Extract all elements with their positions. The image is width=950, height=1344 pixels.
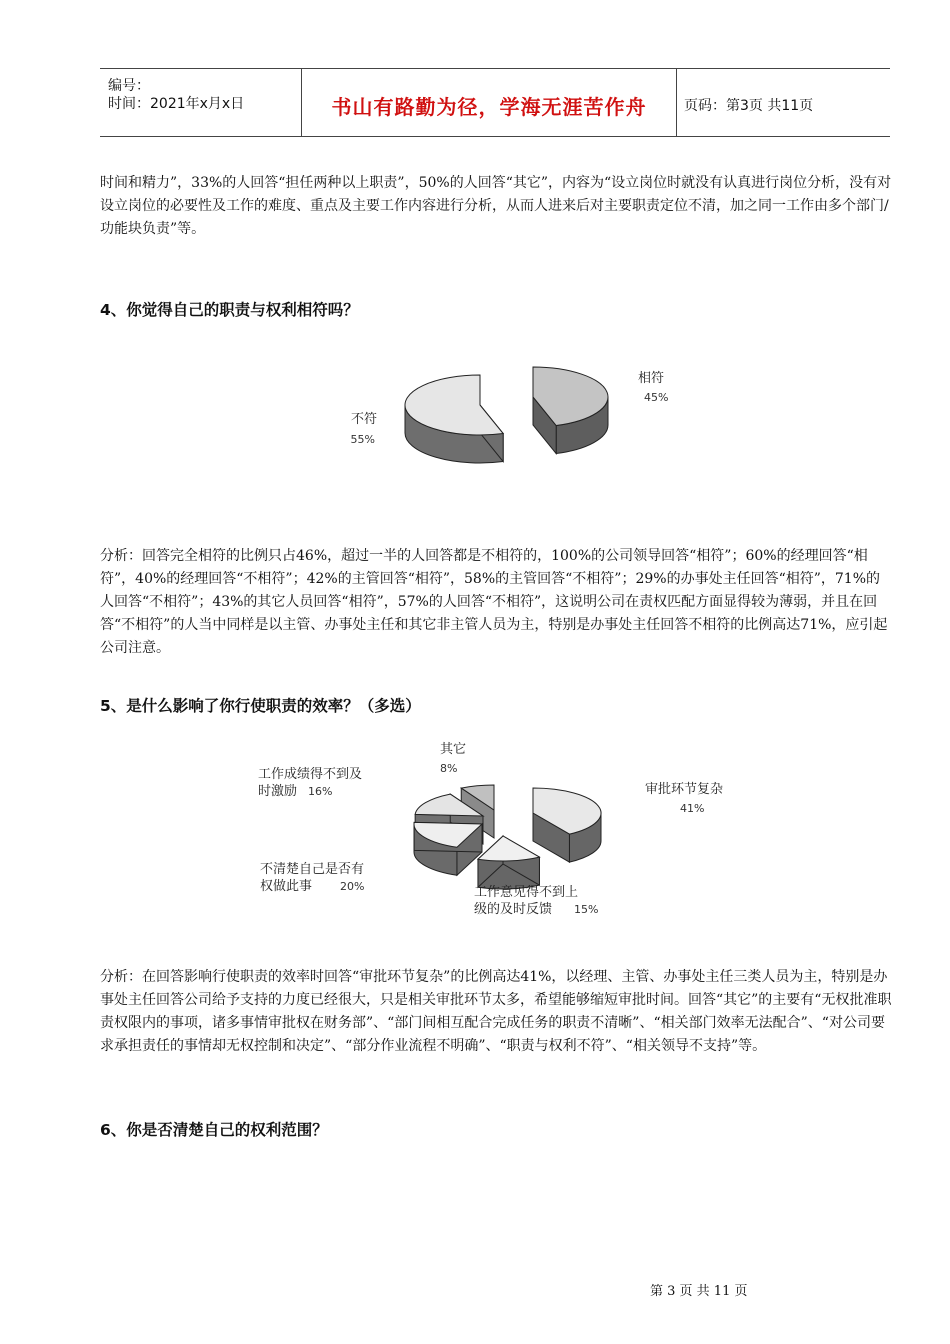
pie-slice-2 [414,822,482,875]
pie-label-0-text: 相符 [638,371,665,386]
pie-label-3-text: 时激励 [258,784,298,799]
time-label: 时间：2021年x月x日 [108,96,245,112]
pie-chart-q4 [330,355,690,465]
pie-label-1 [351,412,377,446]
pie-label-3-text: 工作成绩得不到及 [258,767,363,782]
pie-label-1-value: 55% [350,433,375,446]
pie-label-2 [260,861,364,894]
intro-paragraph: 时间和精力”，33%的人回答“担任两种以上职责”，50%的人回答“其它”，内容为“设立岗位时就没有认真进行岗位分析，没有对设立岗位的必要性及工作的难度、重点及主要工作内容进行分析，从而人进来后对主要职责定位不清，加之同一工作由多个部门/功能块负责”等。 [100,175,892,237]
pie-slice-1 [478,836,539,889]
page-footer: 第 3 页 共 11 页 [650,1284,748,1299]
pie-label-4-value: 8% [440,762,458,775]
page-number-label: 页码：第3页 共11页 [684,98,814,114]
pie-label-3 [258,766,362,799]
pie-label-2-value: 20% [340,880,365,893]
pie-label-1-text: 级的及时反馈 [474,902,553,917]
question-4-analysis: 分析：回答完全相符的比例只占46%，超过一半的人回答都是不相符的，100%的公司领导回答“相符”；60%的经理回答“相符”，40%的经理回答“不相符”；42%的主管回答“相符”，58%的主管回答“不相符”；29%的办事处主任回答“相符”，71%的人回答“不相符”；43%的其它人员回答“相符”，57%的人回答“不相符”，这说明公司在责权匹配方面显得较为薄弱，并且在回答“不相符”的人当中同样是以主管、办事处主任和其它非主管人员为主，特别是办事处主任回答不相符的比例高达71%，应引起公司注意。 [100,548,888,656]
pie-label-2-text: 不清楚自己是否有 [260,862,365,877]
pie-label-0 [638,370,668,404]
pie-label-1-text: 不符 [350,412,377,427]
pie-chart-q5 [250,738,770,928]
pie-label-0 [645,781,723,815]
pie-label-3-value: 16% [308,785,333,798]
question-6-heading: 6、你是否清楚自己的权利范围？ [100,1121,328,1139]
header-right-cell [676,69,890,136]
pie-label-4 [440,741,466,775]
pie-slice-0 [533,788,601,862]
question-5-heading: 5、是什么影响了你行使职责的效率？（多选） [100,697,421,715]
pie-label-1 [474,885,598,917]
pie-slice-1 [405,375,503,463]
pie-label-1-text: 工作意见得不到上 [474,885,579,900]
header-center-cell [301,69,677,136]
pie-label-0-text: 审批环节复杂 [645,782,724,797]
pie-label-1-value: 15% [574,903,599,916]
pie-label-0-value: 45% [644,391,669,404]
pie-label-2-text: 权做此事 [260,879,313,894]
pie-slice-0 [533,367,608,454]
pie-label-4-text: 其它 [440,742,467,757]
header-left-cell [100,69,300,136]
pie-label-0-value: 41% [680,802,705,815]
question-5-analysis: 分析：在回答影响行使职责的效率时回答“审批环节复杂”的比例高达41%，以经理、主管、办事处主任三类人员为主，特别是办事处主任回答公司给予支持的力度已经很大，只是相关审批环节太多，希望能够缩短审批时间。回答“其它”的主要有“无权批准职责权限内的事项，诸多事情审批权在财务部”、“部门间相互配合完成任务的职责不清晰”、“相关部门效率无法配合”、“对公司要求承担责任的事情却无权控制和决定”、“部分作业流程不明确”、“职责与权利不符”、“相关领导不支持”等。 [100,969,892,1054]
page-header [100,68,890,137]
number-label: 编号： [108,78,150,94]
question-4-heading: 4、你觉得自己的职责与权利相符吗？ [100,301,359,319]
header-motto: 书山有路勤为径，学海无涯苦作舟 [331,95,647,119]
